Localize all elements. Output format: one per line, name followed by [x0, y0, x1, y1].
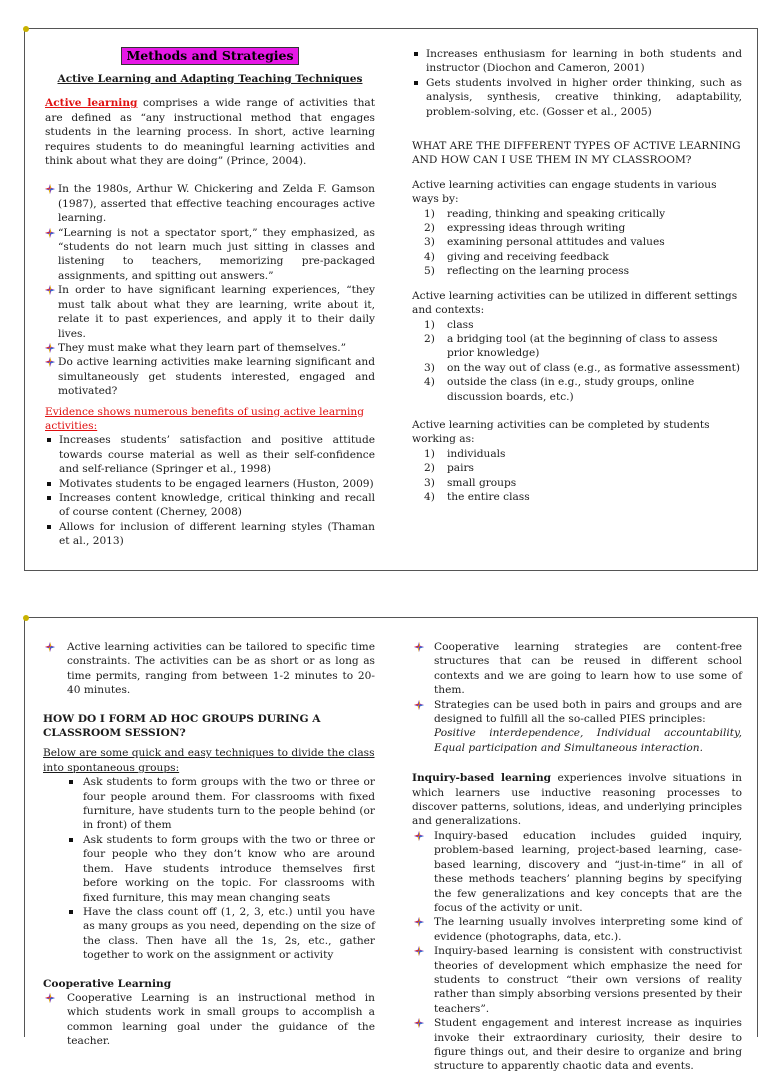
- ways-intro: Active learning activities can engage students in various ways by:: [412, 178, 717, 206]
- list-item: In the 1980s, Arthur W. Chickering and Zelda F. Gamson (1987), asserted that effective teaching encourages active learning.: [45, 182, 375, 225]
- settings-intro: Active learning activities can be utilized in different settings and contexts:: [412, 289, 738, 317]
- square-bullet-icon: [414, 52, 418, 56]
- page1-left-column: [45, 47, 375, 549]
- list-item: 4) giving and receiving feedback: [424, 250, 609, 263]
- groups-subheading: Below are some quick and easy techniques to divide the class into spontaneous groups:: [43, 747, 375, 774]
- types-heading: WHAT ARE THE DIFFERENT TYPES OF ACTIVE LEARNING AND HOW CAN I USE THEM IN MY CLASSROOM?: [412, 140, 741, 167]
- list-item: 1) class: [424, 318, 474, 331]
- document-page-2: [24, 617, 758, 1073]
- arrow-bullet-icon: [45, 285, 55, 295]
- square-bullet-icon: [47, 496, 51, 500]
- arrow-bullet-icon: [414, 642, 424, 652]
- document-page-1: [24, 28, 758, 571]
- history-bullet-list: [45, 182, 375, 398]
- list-item: 1) reading, thinking and speaking critically: [424, 207, 666, 220]
- arrow-bullet-icon: [414, 1018, 424, 1028]
- coop-heading: Cooperative Learning: [43, 977, 172, 990]
- square-bullet-icon: [47, 525, 51, 529]
- page-corner-marker: [23, 26, 29, 32]
- square-bullet-icon: [69, 838, 73, 842]
- inquiry-paragraph: [412, 771, 742, 829]
- list-item: 2) pairs: [424, 462, 474, 475]
- arrow-bullet-icon: [45, 642, 55, 652]
- ways-list: [412, 207, 742, 279]
- list-item: Increases enthusiasm for learning in both students and instructor (Diochon and Cameron, 2001): [412, 47, 742, 76]
- list-item: 2) expressing ideas through writing: [424, 222, 626, 235]
- list-item: 4) outside the class (in e.g., study groups, online discussion boards, etc.): [424, 376, 695, 403]
- square-bullet-icon: [69, 910, 73, 914]
- list-item: Active learning activities can be tailored to specific time constraints. The activities can be as short or as long as time permits, ranging from between 1-2 minutes to 20-40 minutes.: [43, 640, 375, 698]
- arrow-bullet-icon: [414, 831, 424, 841]
- square-bullet-icon: [414, 81, 418, 85]
- arrow-bullet-icon: [45, 993, 55, 1003]
- intro-paragraph: [45, 96, 375, 168]
- square-bullet-icon: [47, 482, 51, 486]
- arrow-bullet-icon: [45, 184, 55, 194]
- list-item: They must make what they learn part of themselves.”: [45, 341, 375, 355]
- list-item: Increases students’ satisfaction and positive attitude towards course material as well as their self-confidence and self-reliance (Springer et al., 1998): [45, 433, 375, 476]
- list-item: “Learning is not a spectator sport,” they emphasized, as “students do not learn much just sitting in classes and listening to teachers, memorizing pre-packaged assignments, and spitting out answers.”: [45, 226, 375, 284]
- page1-right-column: [412, 47, 742, 504]
- groups-heading: HOW DO I FORM AD HOC GROUPS DURING A CLASSROOM SESSION?: [43, 712, 321, 740]
- list-item: 5) reflecting on the learning process: [424, 265, 630, 278]
- list-item: Strategies can be used both in pairs and groups and are designed to fulfill all the so-called PIES principles:: [412, 698, 742, 727]
- list-item: 1) individuals: [424, 447, 506, 460]
- group-techniques-list: [43, 775, 375, 962]
- active-learning-term: Active learning: [45, 97, 138, 110]
- arrow-bullet-icon: [414, 917, 424, 927]
- list-item: Inquiry-based education includes guided inquiry, problem-based learning, project-based learning, case-based learning, discovery and “just-in-time” in all of these methods teachers’ planning begins by specifying the few generalizations and key concepts that are the focus of the activity or unit.: [412, 829, 742, 915]
- arrow-bullet-icon: [45, 228, 55, 238]
- inquiry-text: experiences involve situations in which learners use inductive reasoning processes to discover patterns, solutions, ideas, and underlying principles and generalizations.: [412, 772, 742, 828]
- pies-principles: Positive interdependence, Individual accountability, Equal participation and Simultaneous interaction.: [434, 727, 742, 754]
- arrow-bullet-icon: [45, 343, 55, 353]
- working-list: [412, 447, 742, 505]
- time-bullet-list: [43, 640, 375, 698]
- list-item: Do active learning activities make learning significant and simultaneously get students interested, engaged and motivated?: [45, 355, 375, 398]
- square-bullet-icon: [47, 438, 51, 442]
- list-item: 3) examining personal attitudes and values: [424, 236, 665, 249]
- document-title: Methods and Strategies: [121, 47, 298, 65]
- list-item: In order to have significant learning experiences, “they must talk about what they are learning, write about it, relate it to past experiences, and apply it to their daily lives.: [45, 283, 375, 341]
- list-item: Motivates students to be engaged learners (Huston, 2009): [45, 477, 375, 491]
- list-item: Ask students to form groups with the two or three or four people around them. For classrooms with fixed furniture, have students turn to the people behind (or in front) of them: [43, 775, 375, 833]
- page2-right-column: [412, 640, 742, 1074]
- benefits-list-continued: [412, 47, 742, 119]
- list-item: Have the class count off (1, 2, 3, etc.) until you have as many groups as you need, depending on the size of the class. Then have all the 1s, 2s, etc., gather together to work on the assignment or activity: [43, 905, 375, 963]
- list-item: 2) a bridging tool (at the beginning of class to assess prior knowledge): [424, 332, 718, 360]
- arrow-bullet-icon: [414, 700, 424, 710]
- page2-left-column: [43, 640, 375, 1049]
- list-item: Cooperative Learning is an instructional method in which students work in small groups to accomplish a common learning goal under the guidance of the teacher.: [43, 991, 375, 1049]
- list-item: The learning usually involves interpreting some kind of evidence (photographs, data, etc.).: [412, 915, 742, 944]
- intro-text: comprises a wide range of activities that are defined as “any instructional method that engages students in the learning process. In short, active learning requires students to do meaningful learning activities and think about what they are doing” (Prince, 2004).: [45, 97, 376, 168]
- list-item: Gets students involved in higher order thinking, such as analysis, synthesis, creative thinking, adaptability, problem-solving, etc. (Gosser et al., 2005): [412, 76, 742, 119]
- coop-bullet-list: [43, 991, 375, 1049]
- arrow-bullet-icon: [414, 946, 424, 956]
- inquiry-term: Inquiry-based learning: [412, 772, 552, 785]
- list-item: 3) small groups: [424, 476, 517, 489]
- list-item: Cooperative learning strategies are content-free structures that can be reused in different school contexts and we are going to learn how to use some of them.: [412, 640, 742, 698]
- list-item: 3) on the way out of class (e.g., as formative assessment): [424, 361, 741, 374]
- page-corner-marker: [23, 615, 29, 621]
- working-intro: Active learning activities can be completed by students working as:: [412, 418, 710, 446]
- list-item: 4) the entire class: [424, 490, 530, 503]
- square-bullet-icon: [69, 780, 73, 784]
- list-item: Inquiry-based learning is consistent with constructivist theories of development which emphasize the need for students to construct “their own versions of reality rather than simply absorbing versions presented by their teachers”.: [412, 944, 742, 1016]
- evidence-heading: Evidence shows numerous benefits of using active learning activities:: [45, 405, 365, 432]
- list-item: Increases content knowledge, critical thinking and recall of course content (Cherney, 2008): [45, 491, 375, 520]
- arrow-bullet-icon: [45, 357, 55, 367]
- list-item: Ask students to form groups with the two or three or four people who they don’t know who are around them. Have students introduce themselves first before working on the topic. For classrooms with fixed furniture, this may mean changing seats: [43, 833, 375, 905]
- list-item: Student engagement and interest increase as inquiries invoke their extraordinary curiosity, their desire to figure things out, and their desire to organize and bring structure to apparently chaotic data and events.: [412, 1016, 742, 1074]
- inquiry-bullet-list: [412, 829, 742, 1074]
- settings-list: [412, 318, 742, 404]
- list-item: Allows for inclusion of different learning styles (Thaman et al., 2013): [45, 520, 375, 549]
- benefits-list: [45, 433, 375, 548]
- coop-strategies-list: [412, 640, 742, 726]
- document-subtitle: Active Learning and Adapting Teaching Techniques: [57, 73, 363, 85]
